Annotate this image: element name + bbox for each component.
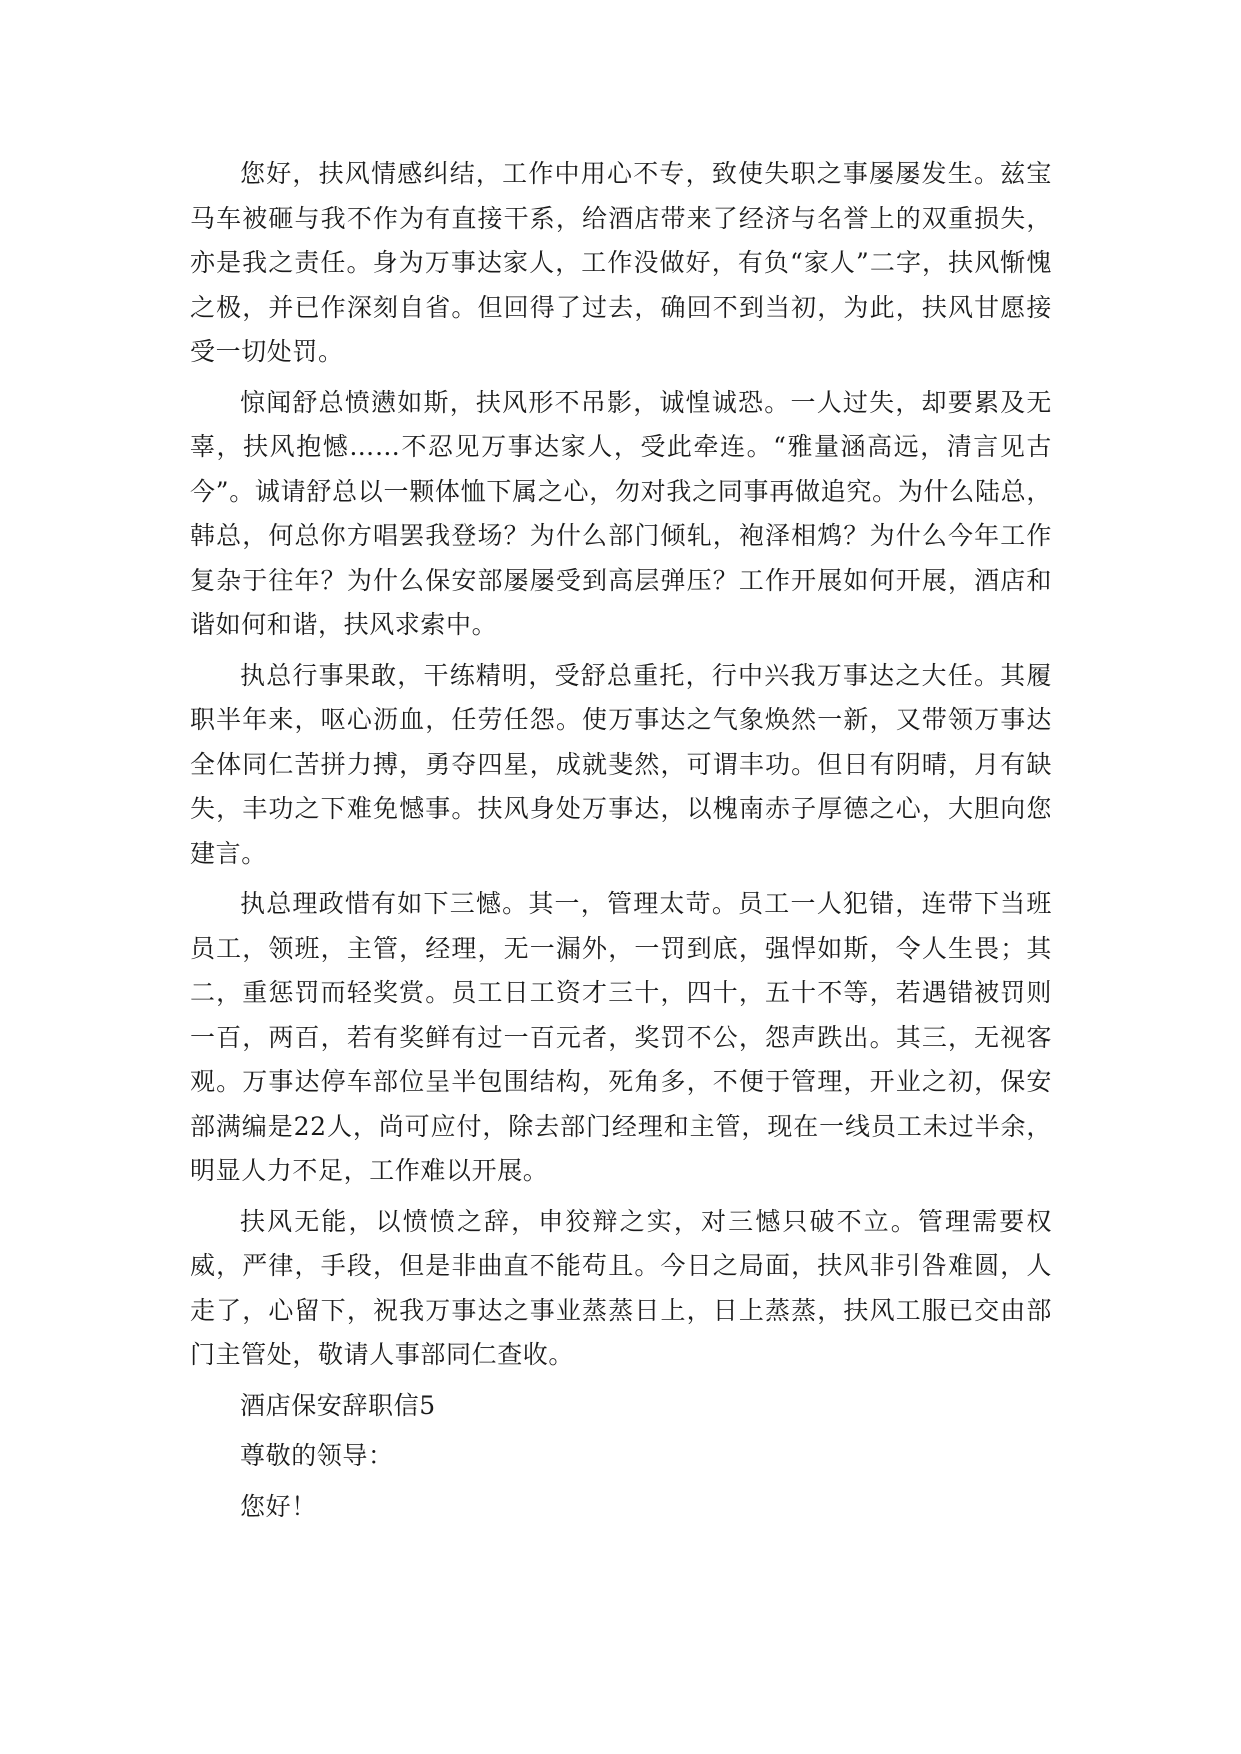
salutation: 尊敬的领导： [240,1441,394,1470]
paragraph-1: 您好，扶风情感纠结，工作中用心不专，致使失职之事屡屡发生。兹宝马车被砸与我不作为有直接干系，给酒店带来了经济与名誉上的双重损失，亦是我之责任。身为万事达家人，工作没做好，有负“家人”二字，扶风惭愧之极，并已作深刻自省。但回得了过去，确回不到当初，为此，扶风甘愿接受一切处罚。 [190,159,1052,366]
paragraph-5: 扶风无能，以愤愤之辞，申狡辩之实，对三憾只破不立。管理需要权威，严律，手段，但是非曲直不能苟且。今日之局面，扶风非引咎难圆，人走了，心留下，祝我万事达之事业蒸蒸日上，日上蒸蒸，扶风工服已交由部门主管处，敬请人事部同仁查收。 [190,1206,1052,1369]
section-title: 酒店保安辞职信5 [240,1390,436,1420]
paragraph-2: 惊闻舒总愤懑如斯，扶风形不吊影，诚惶诚恐。一人过失，却要累及无辜，扶风抱憾……不忍见万事达家人，受此牵连。“雅量涵高远，清言见古今”。诚请舒总以一颗体恤下属之心，勿对我之同事再做追究。为什么陆总，韩总，何总你方唱罢我登场？为什么部门倾轧，袍泽相鸩？为什么今年工作复杂于往年？为什么保安部屡屡受到高层弹压？工作开展如何开展，酒店和谐如何和谐，扶风求索中。 [190,387,1052,639]
document-body [190,152,1052,1529]
paragraph-3: 执总行事果敢，干练精明，受舒总重托，行中兴我万事达之大任。其履职半年来，呕心沥血，任劳任怨。使万事达之气象焕然一新，又带领万事达全体同仁苦拼力搏，勇夺四星，成就斐然，可谓丰功。但日有阴晴，月有缺失，丰功之下难免憾事。扶风身处万事达，以槐南赤子厚德之心，大胆向您建言。 [190,660,1052,868]
paragraph-4: 执总理政惜有如下三憾。其一，管理太苛。员工一人犯错，连带下当班员工，领班，主管，经理，无一漏外，一罚到底，强悍如斯，令人生畏；其二，重惩罚而轻奖赏。员工日工资才三十，四十，五十不等，若遇错被罚则一百，两百，若有奖鲜有过一百元者，奖罚不公，怨声跌出。其三，无视客观。万事达停车部位呈半包围结构，死角多，不便于管理，开业之初，保安部满编是22人，尚可应付，除去部门经理和主管，现在一线员工未过半余，明显人力不足，工作难以开展。 [190,889,1052,1185]
greeting: 您好！ [240,1491,317,1521]
